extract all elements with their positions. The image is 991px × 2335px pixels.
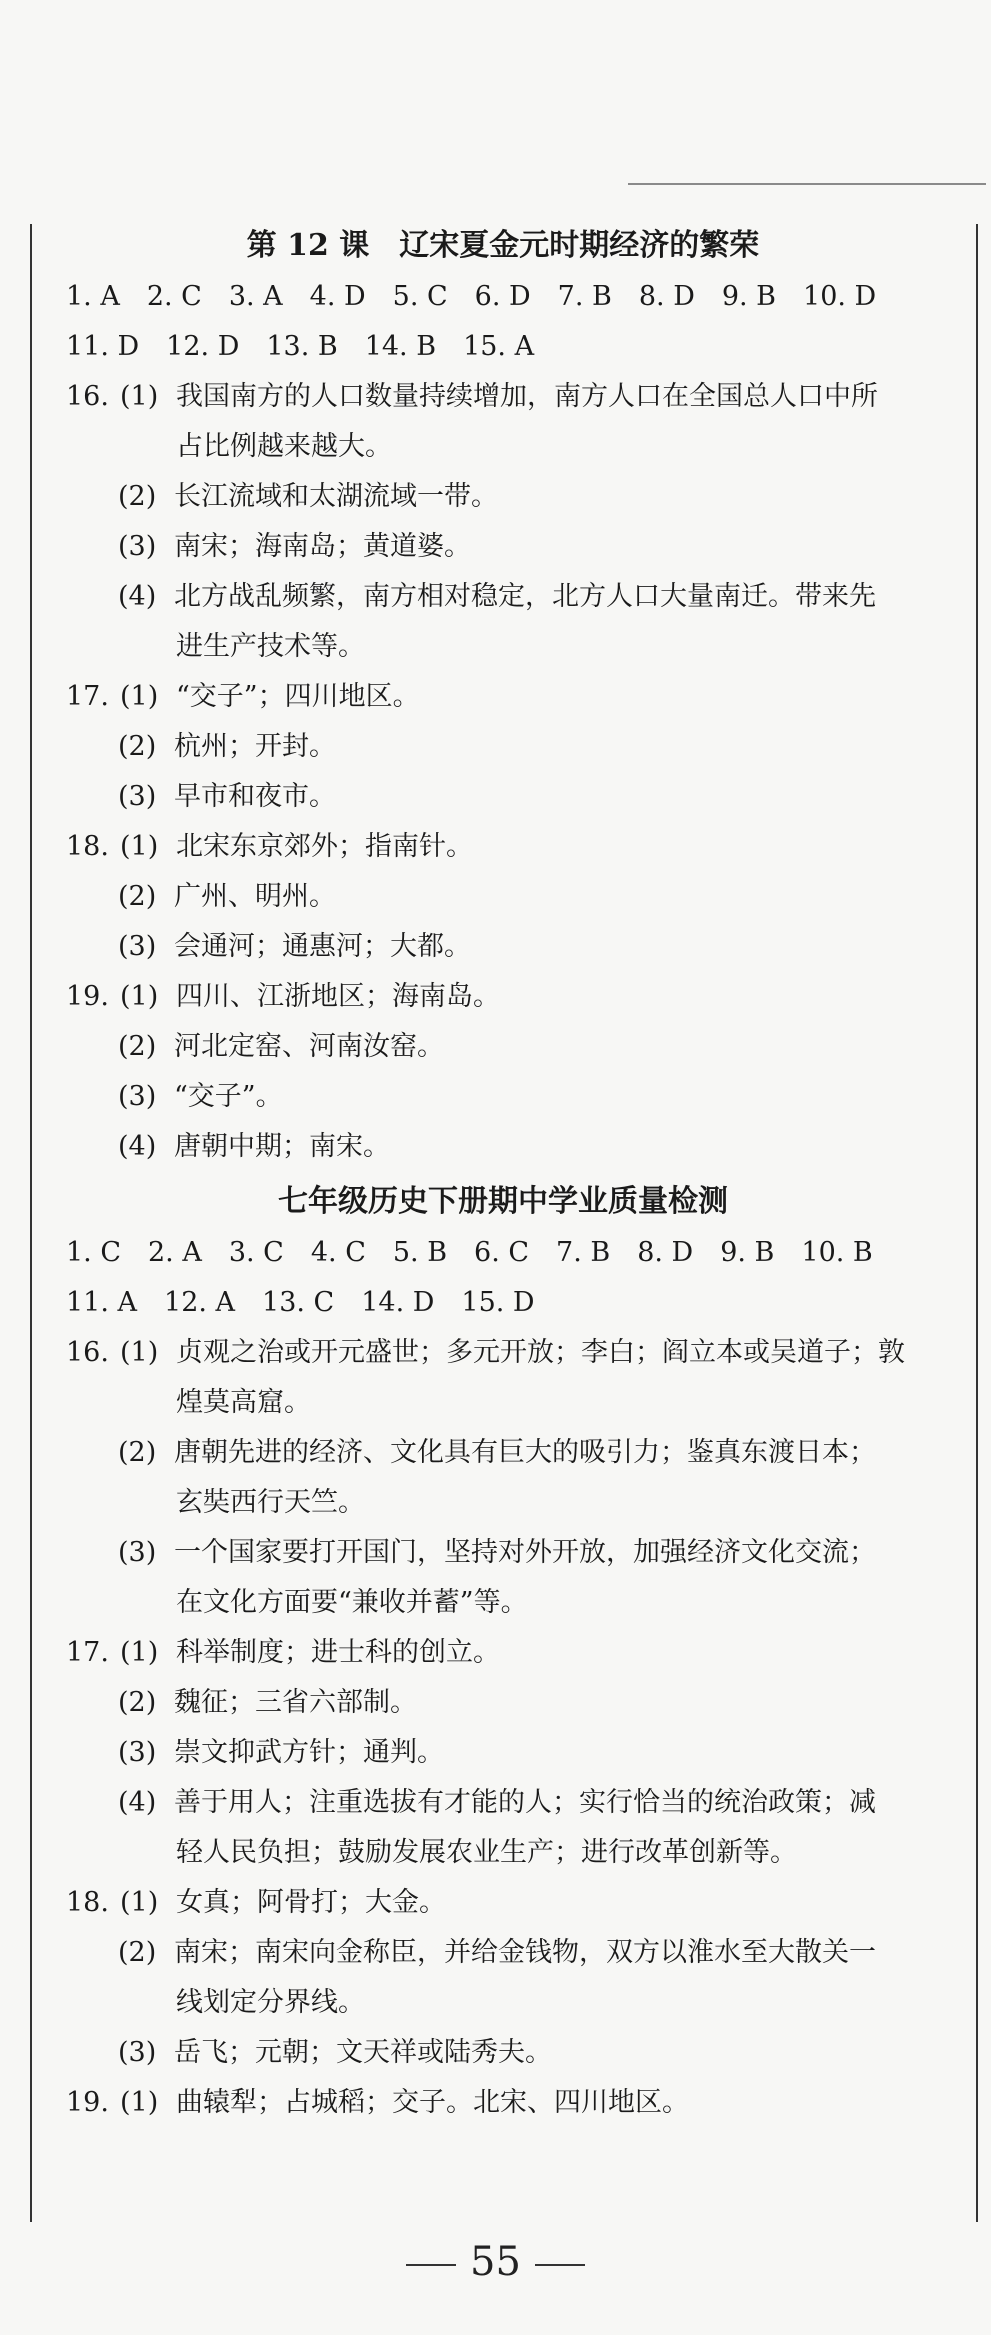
- question-16-part-2: (2) 唐朝先进的经济、文化具有巨大的吸引力；鉴真东渡日本；: [118, 1437, 876, 1468]
- question-19-part-4: (4) 唐朝中期；南宋。: [118, 1131, 390, 1162]
- question-17-part-4-cont: 轻人民负担；鼓励发展农业生产；进行改革创新等。: [176, 1837, 797, 1868]
- question-18-part-3: (3) 岳飞；元朝；文天祥或陆秀夫。: [118, 2037, 552, 2068]
- question-16-part-3-cont: 在文化方面要“兼收并蓄”等。: [176, 1587, 528, 1618]
- question-17-part-3: (3) 崇文抑武方针；通判。: [118, 1737, 444, 1768]
- mc-answers-row-1: 1. A 2. C 3. A 4. D 5. C 6. D 7. B 8. D 9. B 10. D: [66, 281, 877, 312]
- question-16-part-4: (4) 北方战乱频繁，南方相对稳定，北方人口大量南迁。带来先: [118, 581, 876, 612]
- right-margin-rule: [976, 224, 978, 2222]
- question-17-part-1: 17. (1) “交子”；四川地区。: [66, 681, 420, 712]
- question-17-part-3: (3) 早市和夜市。: [118, 781, 336, 812]
- answer-content: [30, 220, 976, 2128]
- question-16-part-4-cont: 进生产技术等。: [176, 631, 365, 662]
- question-16-part-3: (3) 一个国家要打开国门，坚持对外开放，加强经济文化交流；: [118, 1537, 876, 1568]
- question-18-part-2-cont: 线划定分界线。: [176, 1987, 365, 2018]
- mc-answers-row-2: 11. A 12. A 13. C 14. D 15. D: [66, 1287, 535, 1318]
- question-18-part-2: (2) 南宋；南宋向金称臣，并给金钱物，双方以淮水至大散关一: [118, 1937, 876, 1968]
- page-number: [0, 2232, 991, 2292]
- question-18-part-1: 18. (1) 北宋东京郊外；指南针。: [66, 831, 473, 862]
- question-18-part-2: (2) 广州、明州。: [118, 881, 336, 912]
- page-number-value: 55: [470, 2239, 521, 2285]
- question-16-part-1: 16. (1) 贞观之治或开元盛世；多元开放；李白；阎立本或吴道子；敦: [66, 1337, 905, 1368]
- page-number-dash-left: [406, 2264, 456, 2266]
- question-16-part-3: (3) 南宋；海南岛；黄道婆。: [118, 531, 471, 562]
- question-16-part-2-cont: 玄奘西行天竺。: [176, 1487, 365, 1518]
- question-19-part-3: (3) “交子”。: [118, 1081, 283, 1112]
- page-number-dash-right: [535, 2264, 585, 2266]
- question-18-part-1: 18. (1) 女真；阿骨打；大金。: [66, 1887, 446, 1918]
- question-19-part-2: (2) 河北定窑、河南汝窑。: [118, 1031, 444, 1062]
- question-19-part-1: 19. (1) 曲辕犁；占城稻；交子。北宋、四川地区。: [66, 2087, 689, 2118]
- question-17-part-2: (2) 魏征；三省六部制。: [118, 1687, 417, 1718]
- section-title-lesson-12: 第 12 课 辽宋夏金元时期经济的繁荣: [246, 228, 760, 263]
- header-rule: [628, 183, 986, 185]
- question-16-part-1-cont: 占比例越来越大。: [176, 431, 392, 462]
- question-17-part-4: (4) 善于用人；注重选拔有才能的人；实行恰当的统治政策；减: [118, 1787, 876, 1818]
- question-17-part-1: 17. (1) 科举制度；进士科的创立。: [66, 1637, 500, 1668]
- mc-answers-row-1: 1. C 2. A 3. C 4. C 5. B 6. C 7. B 8. D 9. B 10. B: [66, 1237, 873, 1268]
- question-18-part-3: (3) 会通河；通惠河；大都。: [118, 931, 471, 962]
- question-19-part-1: 19. (1) 四川、江浙地区；海南岛。: [66, 981, 500, 1012]
- question-16-part-1: 16. (1) 我国南方的人口数量持续增加，南方人口在全国总人口中所: [66, 381, 878, 412]
- question-16-part-2: (2) 长江流域和太湖流域一带。: [118, 481, 498, 512]
- section-title-midterm: 七年级历史下册期中学业质量检测: [278, 1184, 728, 1219]
- question-17-part-2: (2) 杭州；开封。: [118, 731, 336, 762]
- question-16-part-1-cont: 煌莫高窟。: [176, 1387, 311, 1418]
- mc-answers-row-2: 11. D 12. D 13. B 14. B 15. A: [66, 331, 535, 362]
